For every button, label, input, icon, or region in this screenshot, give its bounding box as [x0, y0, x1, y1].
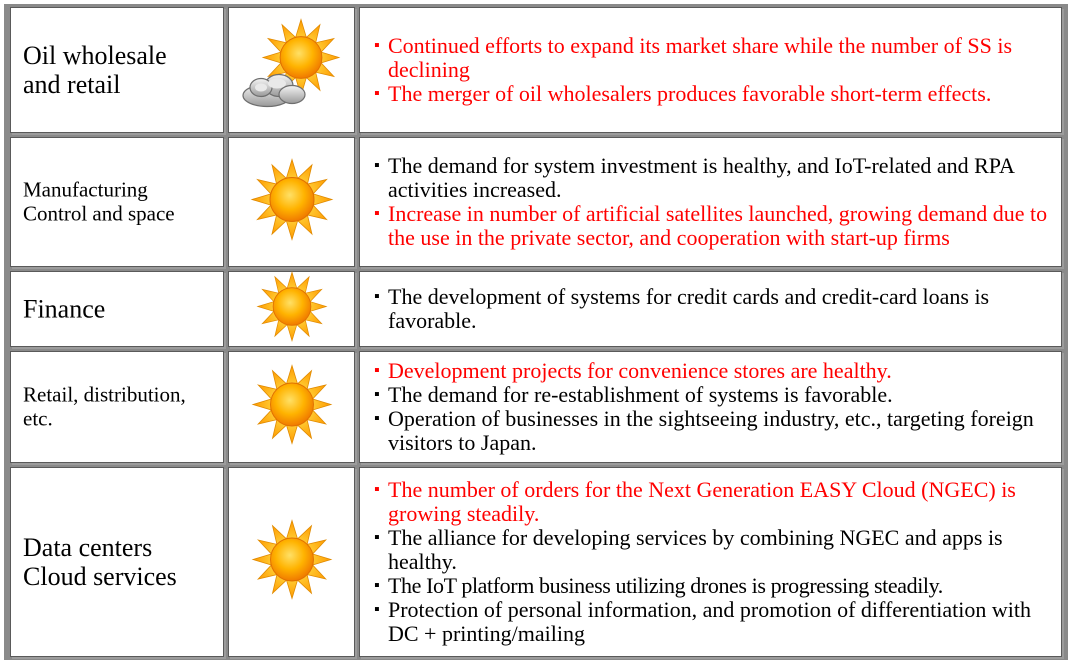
category-cell: [10, 351, 224, 463]
status-list: [374, 154, 1055, 250]
status-list: [374, 478, 1055, 646]
list-item: ▪ Continued efforts to expand its market share while the number of SS is declining: [374, 33, 1013, 82]
list-item: ▪ The IoT platform business utilizing drones is progressing steadily.: [374, 573, 943, 598]
status-items-cell: [359, 351, 1062, 463]
list-item: ▪ Protection of personal information, and promotion of differentiation with DC + printing/mailing: [374, 597, 1031, 646]
weather-cell: [228, 137, 355, 267]
list-item: ▪ Increase in number of artificial satellites launched, growing demand due to the use in the private sector, and cooperation with start-up firms: [374, 201, 1048, 250]
weather-cell: [228, 351, 355, 463]
category-cell: [10, 137, 224, 267]
table-row: [7, 351, 1065, 463]
status-list: [374, 285, 1055, 333]
list-item: ▪ Operation of businesses in the sightseeing industry, etc., targeting foreign visitors to Japan.: [374, 406, 1034, 455]
weather-cell: [228, 467, 355, 657]
weather-cell: [228, 7, 355, 133]
category-label: Data centers Cloud services: [23, 532, 177, 591]
status-items-cell: [359, 137, 1062, 267]
list-item: ▪ The number of orders for the Next Generation EASY Cloud (NGEC) is growing steadily.: [374, 477, 1016, 526]
list-item: ▪ The demand for system investment is healthy, and IoT-related and RPA activities increased.: [374, 153, 1014, 202]
sun-icon: [256, 271, 328, 348]
category-label: Finance: [23, 294, 106, 324]
status-list: [374, 359, 1055, 455]
sun-icon: [251, 519, 333, 606]
category-label: Manufacturing Control and space: [23, 177, 175, 225]
list-item: ▪ The alliance for developing services by combining NGEC and apps is healthy.: [374, 525, 1003, 574]
list-item: ▪ The development of systems for credit cards and credit-card loans is favorable.: [374, 284, 990, 333]
category-cell: [10, 271, 224, 347]
category-cell: [10, 7, 224, 133]
status-items-cell: [359, 7, 1062, 133]
status-items-cell: [359, 467, 1062, 657]
list-item: ▪ The merger of oil wholesalers produces favorable short-term effects.: [374, 81, 992, 106]
list-item: ▪ Development projects for convenience stores are healthy.: [374, 358, 892, 383]
table-row: [7, 137, 1065, 267]
table-row: [7, 7, 1065, 133]
list-item: ▪ The demand for re-establishment of systems is favorable.: [374, 382, 893, 407]
table-row: [7, 271, 1065, 347]
status-items-cell: [359, 271, 1062, 347]
sun-icon: [251, 364, 333, 451]
category-cell: [10, 467, 224, 657]
sun-icon: [250, 158, 334, 247]
table-row: [7, 467, 1065, 657]
sun-behind-cloud-icon: [237, 18, 347, 123]
weather-cell: [228, 271, 355, 347]
category-label: Retail, distribution, etc.: [23, 382, 186, 430]
category-label: Oil wholesale and retail: [23, 40, 167, 99]
status-list: [374, 34, 1055, 106]
